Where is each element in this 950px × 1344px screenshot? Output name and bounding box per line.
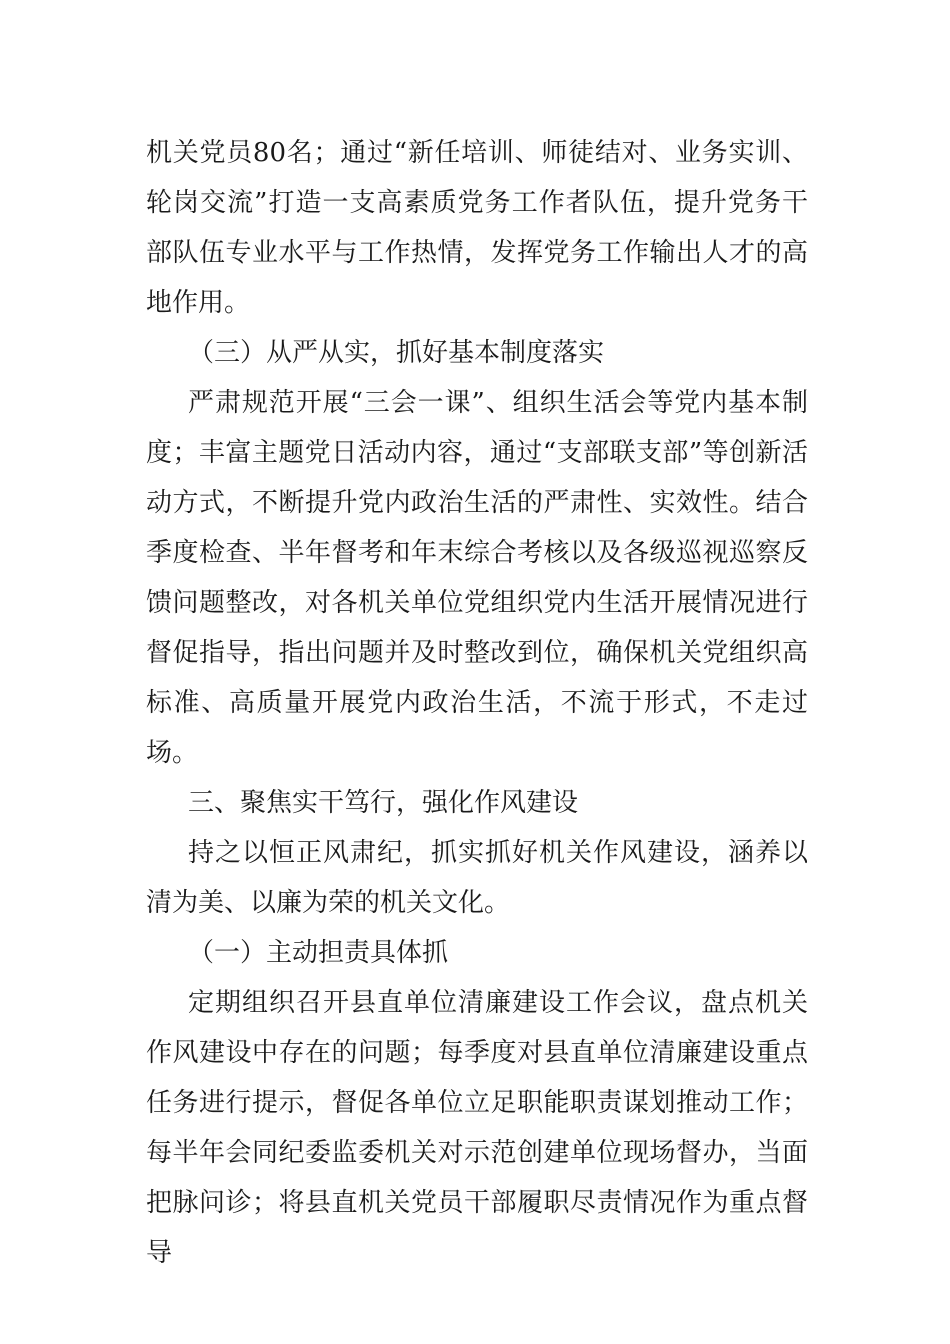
paragraph-discipline-culture: 持之以恒正风肃纪，抓实抓好机关作风建设，涵养以清为美、以廉为荣的机关文化。 xyxy=(146,838,808,918)
heading-work-style: 三、聚焦实干笃行，强化作风建设 xyxy=(188,788,579,818)
paragraph-party-worker-team: 机关党员80名；通过“新任培训、师徒结对、业务实训、轮岗交流”打造一支高素质党务工作者队伍，提升党务干部队伍专业水平与工作热情，发挥党务工作输出人才的高地作用。 xyxy=(146,138,808,318)
paragraph-party-life-norms: 严肃规范开展“三会一课”、组织生活会等党内基本制度；丰富主题党日活动内容，通过“支部联支部”等创新活动方式，不断提升党内政治生活的严肃性、实效性。结合季度检查、半年督考和年末综合考核以及各级巡视巡察反馈问题整改，对各机关单位党组织党内生活开展情况进行督促指导，指出问题并及时整改到位，确保机关党组织高标准、高质量开展党内政治生活，不流于形式，不走过场。 xyxy=(146,388,808,768)
subheading-take-responsibility: （一）主动担责具体抓 xyxy=(188,938,449,968)
subheading-basic-system: （三）从严从实，抓好基本制度落实 xyxy=(188,338,605,368)
document-body xyxy=(146,128,808,1278)
paragraph-integrity-meetings: 定期组织召开县直单位清廉建设工作会议，盘点机关作风建设中存在的问题；每季度对县直单位清廉建设重点任务进行提示，督促各单位立足职能职责谋划推动工作；每半年会同纪委监委机关对示范创建单位现场督办，当面把脉问诊；将县直机关党员干部履职尽责情况作为重点督导 xyxy=(146,988,808,1268)
